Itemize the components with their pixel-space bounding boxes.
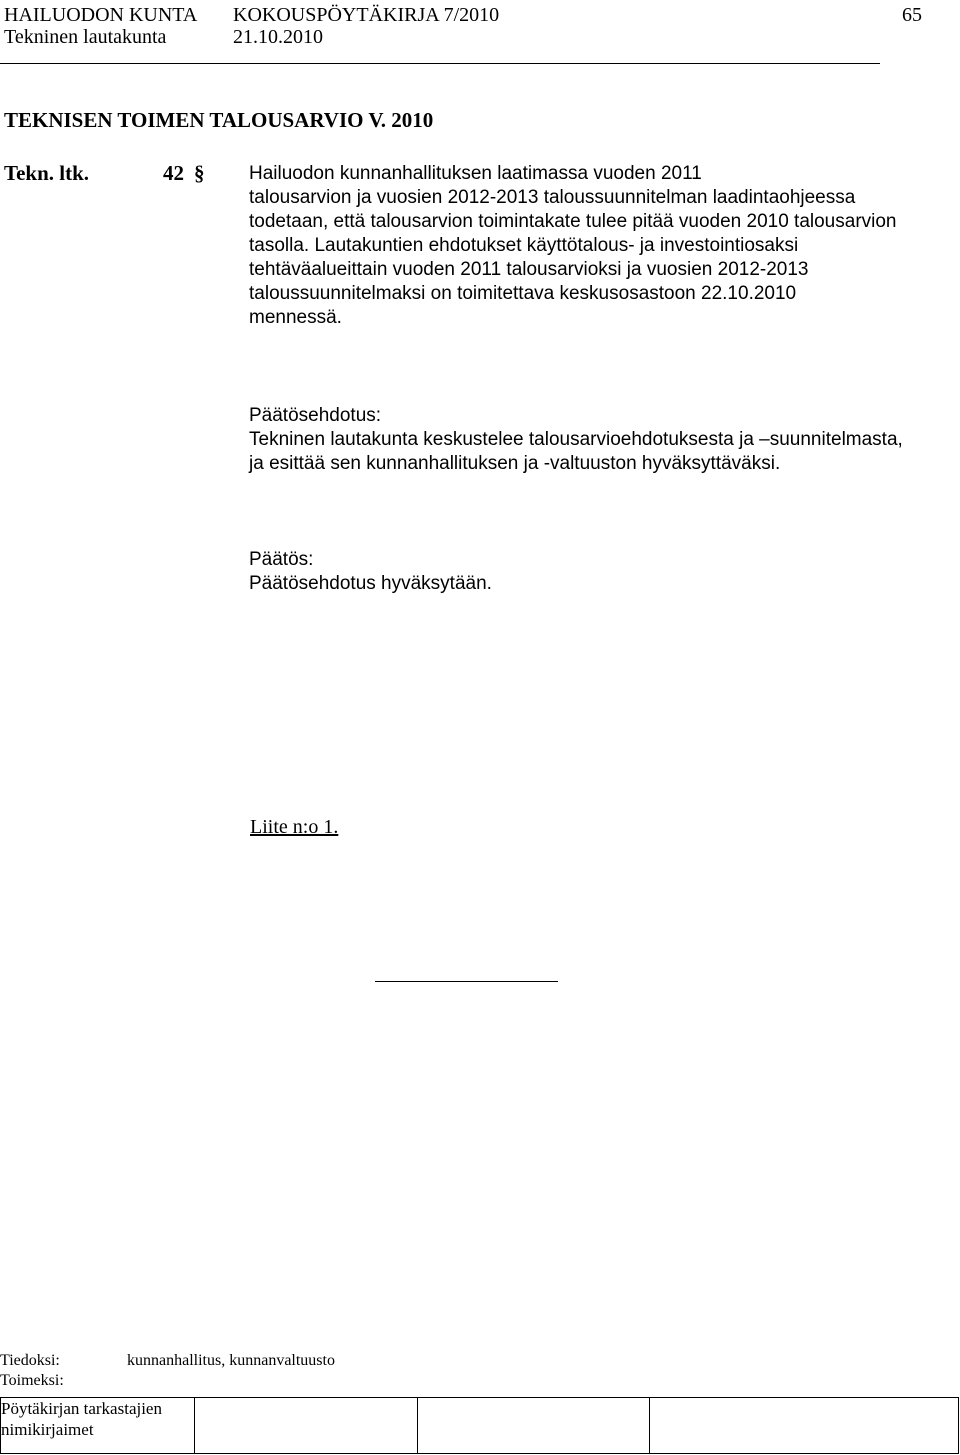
header-date: 21.10.2010 (233, 26, 323, 48)
item-number: 42 (163, 161, 184, 185)
item-line: tehtäväalueittain vuoden 2011 talousarvioksi ja vuosien 2012-2013 (249, 259, 809, 280)
item-line: tasolla. Lautakuntien ehdotukset käyttötalous- ja investointiosaksi (249, 235, 799, 256)
decision-block (249, 548, 492, 596)
header-committee: Tekninen lautakunta (4, 26, 167, 48)
proposal-line: ja esittää sen kunnanhallituksen ja -valtuuston hyväksyttäväksi. (249, 453, 781, 474)
item-line: Hailuodon kunnanhallituksen laatimassa vuoden 2011 (249, 163, 702, 184)
section-sign-icon: § (194, 161, 205, 185)
signature-label-line1: Pöytäkirjan tarkastajien (1, 1399, 162, 1418)
header-page-number: 65 (902, 4, 922, 26)
item-line: talousarvion ja vuosien 2012-2013 taloussuunnitelman laadintaohjeessa (249, 187, 856, 208)
attachment-link[interactable]: Liite n:o 1. (250, 816, 339, 838)
toimeksi-label: Toimeksi: (0, 1372, 64, 1389)
section-title: TEKNISEN TOIMEN TALOUSARVIO V. 2010 (4, 108, 434, 132)
signature-initials-cell[interactable] (650, 1398, 959, 1454)
section-divider (375, 981, 558, 982)
tiedoksi-value: kunnanhallitus, kunnanvaltuusto (127, 1352, 335, 1369)
proposal-label: Päätösehdotus: (249, 405, 382, 426)
signature-label-line2: nimikirjaimet (1, 1420, 94, 1439)
item-line: todetaan, että talousarvion toimintakate tulee pitää vuoden 2010 talousarvion (249, 211, 897, 232)
header-divider (0, 63, 880, 64)
signature-initials-cell[interactable] (195, 1398, 418, 1454)
signature-table (0, 1397, 959, 1454)
header-doc-title: KOKOUSPÖYTÄKIRJA 7/2010 (233, 4, 500, 26)
proposal-line: Tekninen lautakunta keskustelee talousarvioehdotuksesta ja –suunnitelmasta, (249, 429, 903, 450)
item-ref: Tekn. ltk. (4, 161, 90, 185)
item-paragraph (249, 162, 897, 330)
decision-text: Päätösehdotus hyväksytään. (249, 573, 492, 594)
signature-label-cell (1, 1398, 195, 1454)
proposal-block (249, 404, 903, 476)
item-line: taloussuunnitelmaksi on toimitettava keskusosastoon 22.10.2010 (249, 283, 797, 304)
signature-initials-cell[interactable] (418, 1398, 650, 1454)
tiedoksi-label: Tiedoksi: (0, 1352, 60, 1369)
decision-label: Päätös: (249, 549, 314, 570)
header-municipality: HAILUODON KUNTA (4, 4, 198, 26)
item-line: mennessä. (249, 307, 342, 328)
